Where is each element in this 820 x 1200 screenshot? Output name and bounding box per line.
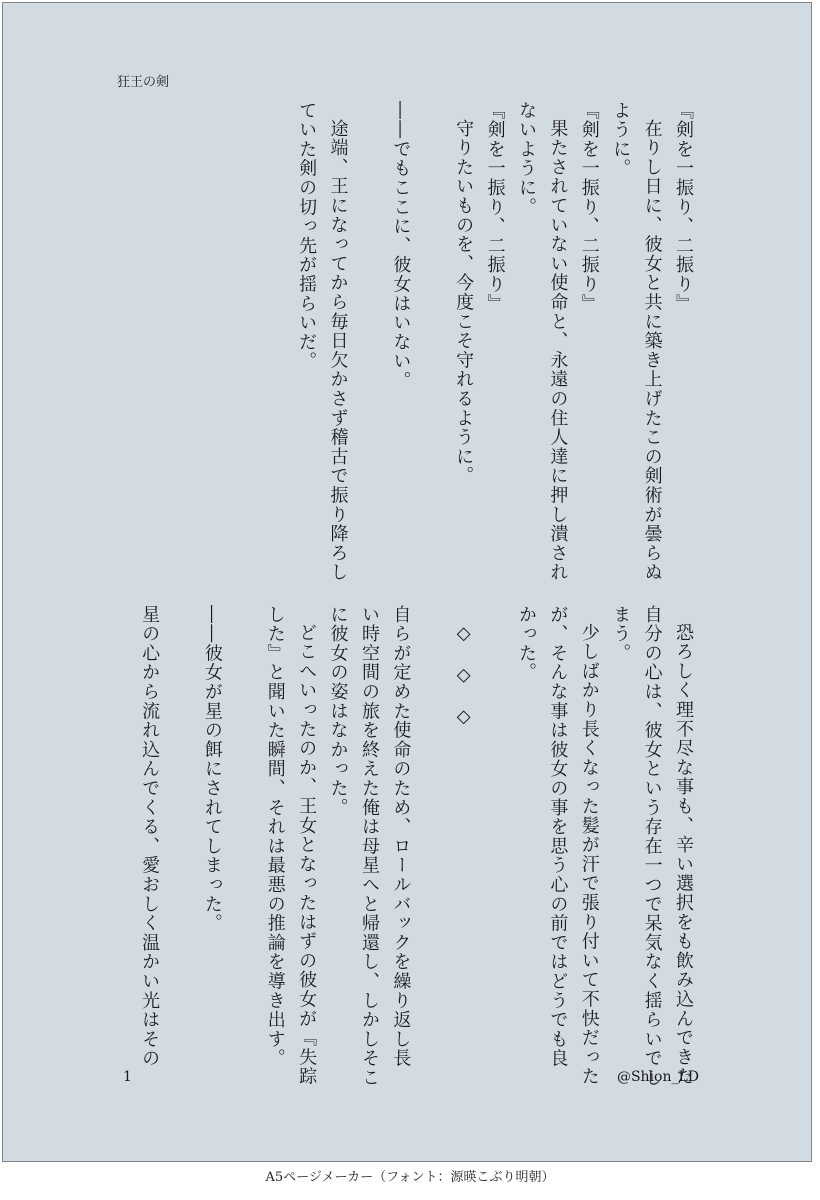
text-line — [416, 101, 447, 571]
text-line: した』と聞いた瞬間、それは最悪の推論を導き出す。 — [264, 605, 286, 1069]
text-line: ◇ ◇ ◇ — [453, 623, 475, 729]
top-text-block — [291, 101, 699, 583]
text-line: ――でもここに、彼女はいない。 — [390, 101, 412, 391]
text-line: 途端、王になってから毎日欠かさず稽古で振り降ろし — [327, 119, 349, 583]
text-line: 守りたいものを、今度こそ守れるように。 — [453, 119, 475, 486]
text-line — [416, 605, 447, 1055]
text-line: ていた剣の切っ先が揺らいだ。 — [296, 101, 318, 372]
manuscript-page — [2, 2, 812, 1162]
text-line: 『剣を一振り、二振り』 — [578, 101, 600, 314]
text-line: 自らが定めた使命のため、ロールバックを繰り返し長 — [390, 605, 412, 1069]
text-line: 在りし日に、彼女と共に築き上げたこの剣術が曇らぬ — [641, 119, 663, 583]
text-line: かった。 — [515, 605, 537, 683]
text-line — [165, 605, 196, 1055]
text-line: い時空間の旅を終えた俺は母星へと帰還し、しかしそこ — [358, 605, 380, 1088]
text-line: 『剣を一振り、二振り』 — [484, 101, 506, 314]
text-line — [479, 605, 510, 1055]
text-line: 少しばかり長くなった髪が汗で張り付いて不快だった — [578, 623, 600, 1087]
text-line: どこへいったのか、王女となったはずの彼女が『失踪 — [296, 623, 318, 1087]
text-line: ――彼女が星の餌にされてしまった。 — [201, 605, 223, 934]
footer-caption: A5ページメーカー（フォント：源暎こぶり明朝） — [265, 1170, 555, 1185]
author-handle: @Shion_LD — [616, 1069, 699, 1085]
text-line: に彼女の姿はなかった。 — [327, 605, 349, 818]
text-line: 『剣を一振り、二振り』 — [673, 101, 694, 314]
text-line: 自分の心は、彼女という存在一つで呆気なく揺らいでし — [641, 605, 663, 1088]
text-line: 星の心から流れ込んでくる、愛おしく温かい光はその — [139, 605, 161, 1069]
page-number: 1 — [123, 1069, 132, 1085]
text-line: まう。 — [610, 605, 632, 663]
text-line: が、そんな事は彼女の事を思う心の前ではどうでも良 — [547, 605, 569, 1069]
text-line: ように。 — [610, 101, 632, 179]
text-line: 果たされていない使命と、永遠の住人達に押し潰され — [547, 119, 569, 583]
text-line — [228, 605, 259, 1055]
chapter-title: 狂王の剣 — [117, 75, 170, 90]
text-line: 恐ろしく理不尽な事も、辛い選択をも飲み込んできた — [673, 623, 694, 1087]
text-line — [354, 101, 385, 571]
text-line: ないように。 — [515, 101, 537, 217]
